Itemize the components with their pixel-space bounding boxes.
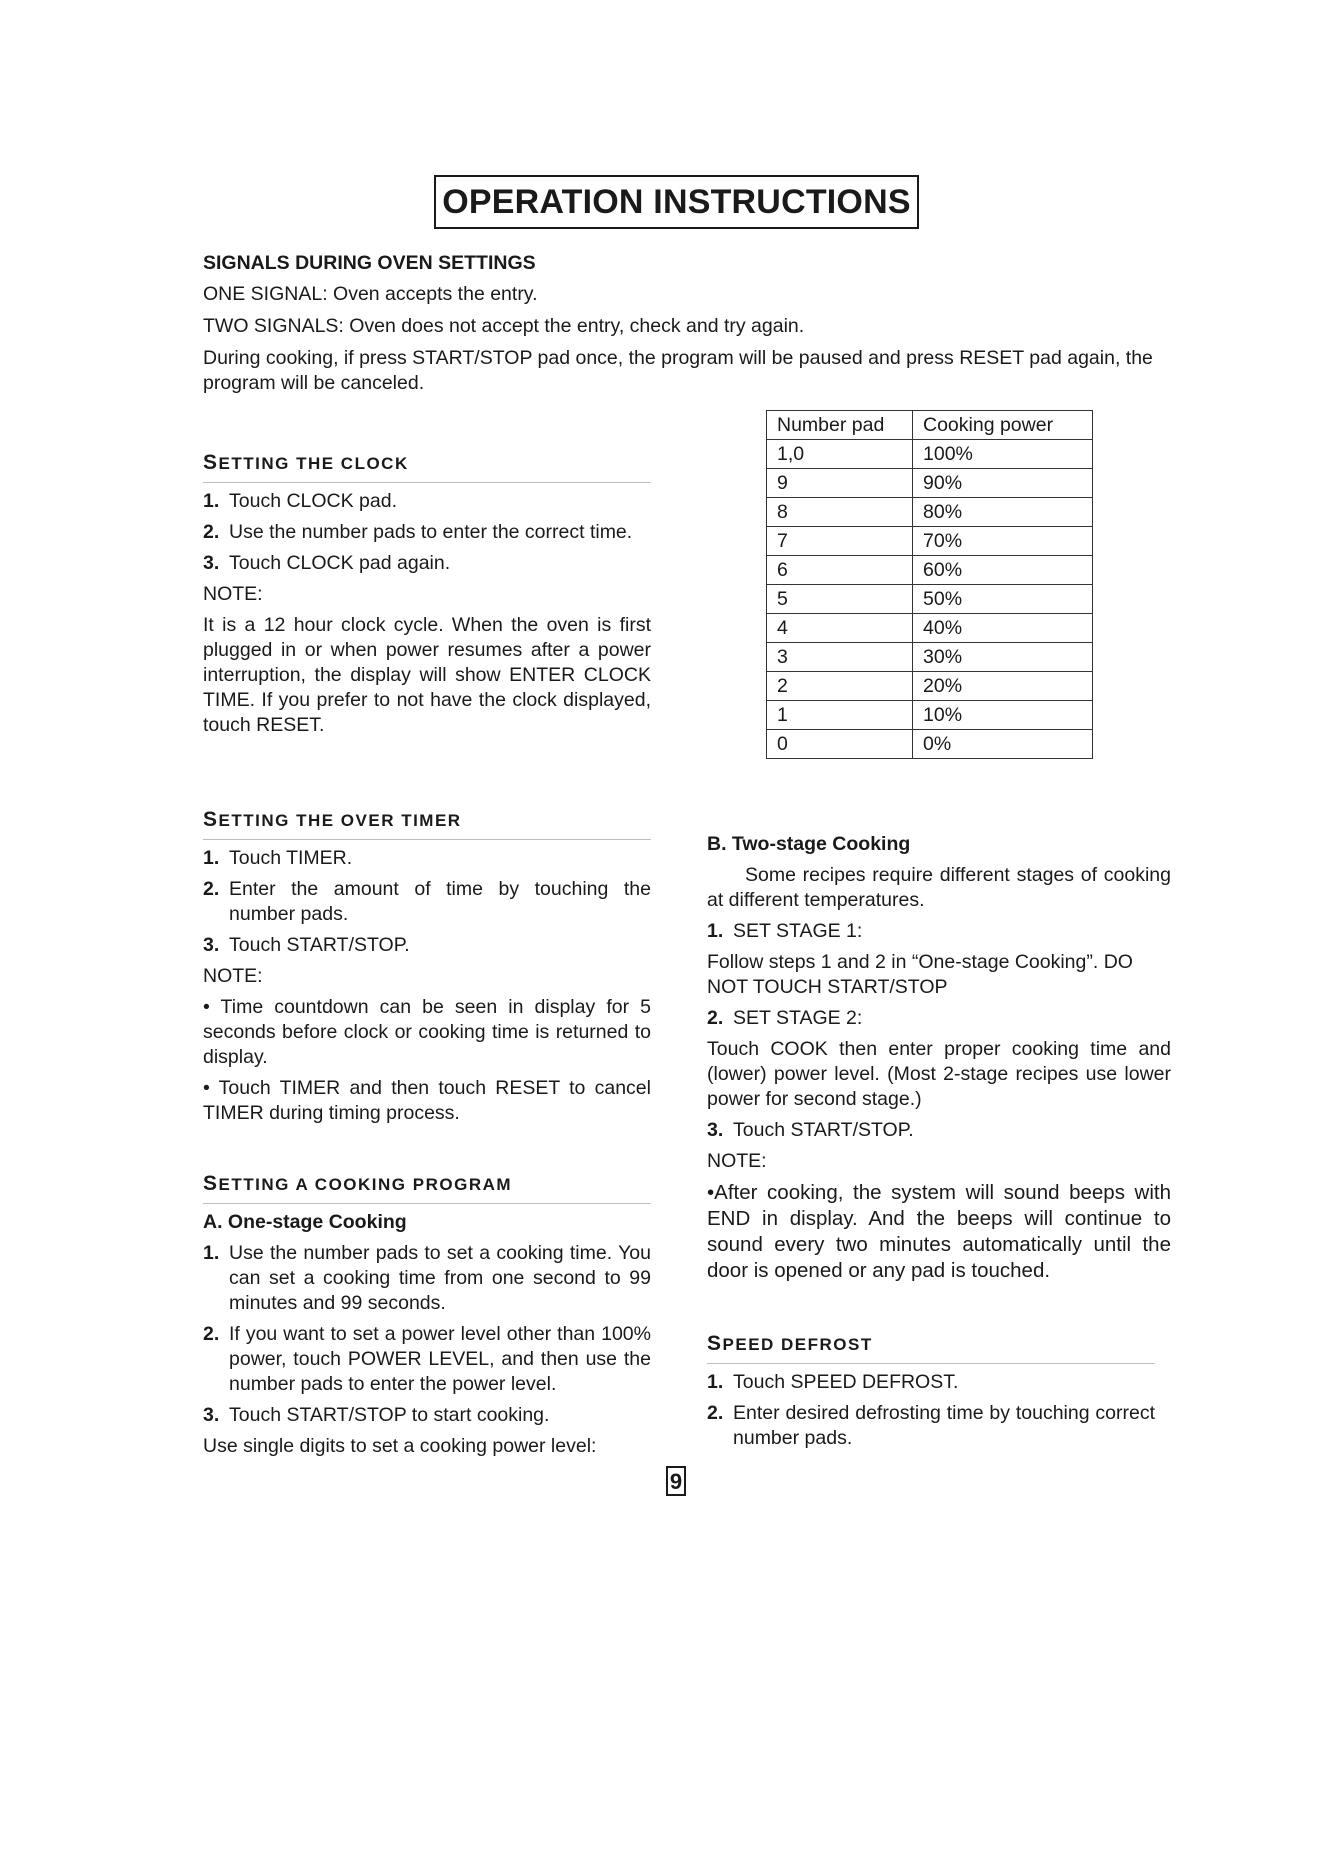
power-table-row bbox=[767, 643, 1093, 672]
signals-one: ONE SIGNAL: Oven accepts the entry. bbox=[203, 283, 538, 305]
program-section bbox=[203, 1171, 651, 1459]
cooking-power-cell: 80% bbox=[913, 498, 1093, 527]
clock-note-text: It is a 12 hour clock cycle. When the oven is first plugged in or when power resumes after a power interruption, the display will show ENTER CLOCK TIME. If you prefer to not have the clock displayed, touch RESET. bbox=[203, 614, 651, 736]
timer-note-bullet: • Touch TIMER and then touch RESET to cancel TIMER during timing process. bbox=[203, 1077, 651, 1124]
power-table-row bbox=[767, 527, 1093, 556]
one-stage-heading: A. One-stage Cooking bbox=[203, 1211, 407, 1233]
power-table-header-cell: Cooking power bbox=[913, 411, 1093, 440]
step-text: Touch START/STOP. bbox=[229, 934, 410, 956]
step-number: 2. bbox=[203, 521, 220, 543]
number-pad-cell: 4 bbox=[767, 614, 913, 643]
cooking-power-cell: 10% bbox=[913, 701, 1093, 730]
clock-heading: SETTING THE CLOCK bbox=[203, 450, 651, 483]
cooking-power-cell: 50% bbox=[913, 585, 1093, 614]
power-table-row bbox=[767, 672, 1093, 701]
step-text: Touch CLOCK pad again. bbox=[229, 552, 451, 574]
power-table-row bbox=[767, 440, 1093, 469]
program-step-1 bbox=[203, 1241, 651, 1316]
two-stage-note-text: •After cooking, the system will sound beeps with END in display. And the beeps will continue to sound every two minutes automatically until the door is opened or any pad is touched. bbox=[707, 1181, 1171, 1282]
stage-1-text: Follow steps 1 and 2 in “One-stage Cooking”. DO NOT TOUCH START/STOP bbox=[707, 951, 1133, 998]
clock-note-label: NOTE: bbox=[203, 583, 263, 605]
power-table-row bbox=[767, 730, 1093, 759]
step-number: 2. bbox=[203, 1323, 220, 1345]
step-number: 3. bbox=[203, 934, 220, 956]
step-number: 1. bbox=[203, 847, 220, 869]
number-pad-cell: 2 bbox=[767, 672, 913, 701]
step-text: Enter the amount of time by touching the number pads. bbox=[229, 878, 651, 925]
power-table-row bbox=[767, 556, 1093, 585]
step-text: Touch START/STOP to start cooking. bbox=[229, 1404, 550, 1426]
power-table-header-row bbox=[767, 411, 1093, 440]
defrost-section bbox=[707, 1331, 1155, 1457]
defrost-step-2 bbox=[707, 1401, 1155, 1451]
number-pad-cell: 9 bbox=[767, 469, 913, 498]
power-table-row bbox=[767, 469, 1093, 498]
step-number: 2. bbox=[707, 1007, 724, 1029]
timer-step-1 bbox=[203, 846, 651, 871]
step-number: 1. bbox=[203, 1242, 220, 1264]
stage-2-text: Touch COOK then enter proper cooking time and (lower) power level. (Most 2-stage recipes use lower power for second stage.) bbox=[707, 1038, 1171, 1110]
step-text: Use the number pads to enter the correct time. bbox=[229, 521, 633, 543]
timer-note-bullet: • Time countdown can be seen in display for 5 seconds before clock or cooking time is returned to display. bbox=[203, 996, 651, 1068]
clock-step-1 bbox=[203, 489, 651, 514]
power-table-header-cell: Number pad bbox=[767, 411, 913, 440]
number-pad-cell: 0 bbox=[767, 730, 913, 759]
power-table-row bbox=[767, 614, 1093, 643]
program-step-2 bbox=[203, 1322, 651, 1397]
step-text: Enter desired defrosting time by touching correct number pads. bbox=[733, 1402, 1155, 1449]
step-number: 1. bbox=[203, 490, 220, 512]
power-table-row bbox=[767, 585, 1093, 614]
clock-step-3 bbox=[203, 551, 651, 576]
step-number: 3. bbox=[707, 1119, 724, 1141]
cooking-power-cell: 30% bbox=[913, 643, 1093, 672]
step-number: 2. bbox=[203, 878, 220, 900]
signals-two: TWO SIGNALS: Oven does not accept the entry, check and try again. bbox=[203, 315, 805, 337]
cooking-power-cell: 0% bbox=[913, 730, 1093, 759]
timer-step-2 bbox=[203, 877, 651, 927]
timer-heading: SETTING THE OVER TIMER bbox=[203, 807, 651, 840]
cooking-power-cell: 60% bbox=[913, 556, 1093, 585]
step-number: 3. bbox=[203, 1404, 220, 1426]
stage-2-label-row bbox=[707, 1006, 1171, 1031]
step-text: Use the number pads to set a cooking time. You can set a cooking time from one second to 99 minutes and 99 seconds. bbox=[229, 1242, 651, 1314]
timer-note-label: NOTE: bbox=[203, 965, 263, 987]
number-pad-cell: 8 bbox=[767, 498, 913, 527]
clock-section bbox=[203, 450, 651, 738]
number-pad-cell: 1 bbox=[767, 701, 913, 730]
step-text: Touch START/STOP. bbox=[733, 1119, 914, 1141]
step-text: Touch TIMER. bbox=[229, 847, 353, 869]
number-pad-cell: 7 bbox=[767, 527, 913, 556]
power-table-body bbox=[767, 411, 1093, 759]
clock-step-2 bbox=[203, 520, 651, 545]
number-pad-cell: 6 bbox=[767, 556, 913, 585]
number-pad-cell: 3 bbox=[767, 643, 913, 672]
page-title: OPERATION INSTRUCTIONS bbox=[434, 175, 919, 229]
program-heading: SETTING A COOKING PROGRAM bbox=[203, 1171, 651, 1204]
cooking-power-cell: 70% bbox=[913, 527, 1093, 556]
power-level-table bbox=[766, 410, 1093, 759]
program-step-3 bbox=[203, 1403, 651, 1428]
step-text: Touch SPEED DEFROST. bbox=[733, 1371, 959, 1393]
defrost-step-1 bbox=[707, 1370, 1155, 1395]
two-stage-intro: Some recipes require different stages of cooking at different temperatures. bbox=[707, 864, 1171, 911]
signals-section bbox=[203, 251, 1163, 396]
defrost-heading: SPEED DEFROST bbox=[707, 1331, 1155, 1364]
step-text: If you want to set a power level other than 100% power, touch POWER LEVEL, and then use the number pads to enter the power level. bbox=[229, 1323, 651, 1395]
number-pad-cell: 5 bbox=[767, 585, 913, 614]
two-stage-section bbox=[707, 832, 1171, 1284]
step-number: 1. bbox=[707, 1371, 724, 1393]
power-table-row bbox=[767, 701, 1093, 730]
power-table-row bbox=[767, 498, 1093, 527]
page-number: 9 bbox=[666, 1466, 686, 1496]
step-text: SET STAGE 2: bbox=[733, 1007, 863, 1029]
step-text: SET STAGE 1: bbox=[733, 920, 863, 942]
timer-step-3 bbox=[203, 933, 651, 958]
stage-1-label-row bbox=[707, 919, 1171, 944]
signals-heading: SIGNALS DURING OVEN SETTINGS bbox=[203, 252, 536, 274]
step-number: 2. bbox=[707, 1402, 724, 1424]
step-number: 1. bbox=[707, 920, 724, 942]
two-stage-step-3 bbox=[707, 1118, 1171, 1143]
single-digits-text: Use single digits to set a cooking power level: bbox=[203, 1435, 597, 1457]
signals-during: During cooking, if press START/STOP pad once, the program will be paused and press RESET pad again, the program will be canceled. bbox=[203, 347, 1153, 394]
step-text: Touch CLOCK pad. bbox=[229, 490, 398, 512]
cooking-power-cell: 40% bbox=[913, 614, 1093, 643]
two-stage-heading: B. Two-stage Cooking bbox=[707, 833, 911, 855]
step-number: 3. bbox=[203, 552, 220, 574]
cooking-power-cell: 90% bbox=[913, 469, 1093, 498]
two-stage-note-label: NOTE: bbox=[707, 1150, 767, 1172]
cooking-power-cell: 20% bbox=[913, 672, 1093, 701]
number-pad-cell: 1,0 bbox=[767, 440, 913, 469]
timer-section bbox=[203, 807, 651, 1126]
cooking-power-cell: 100% bbox=[913, 440, 1093, 469]
